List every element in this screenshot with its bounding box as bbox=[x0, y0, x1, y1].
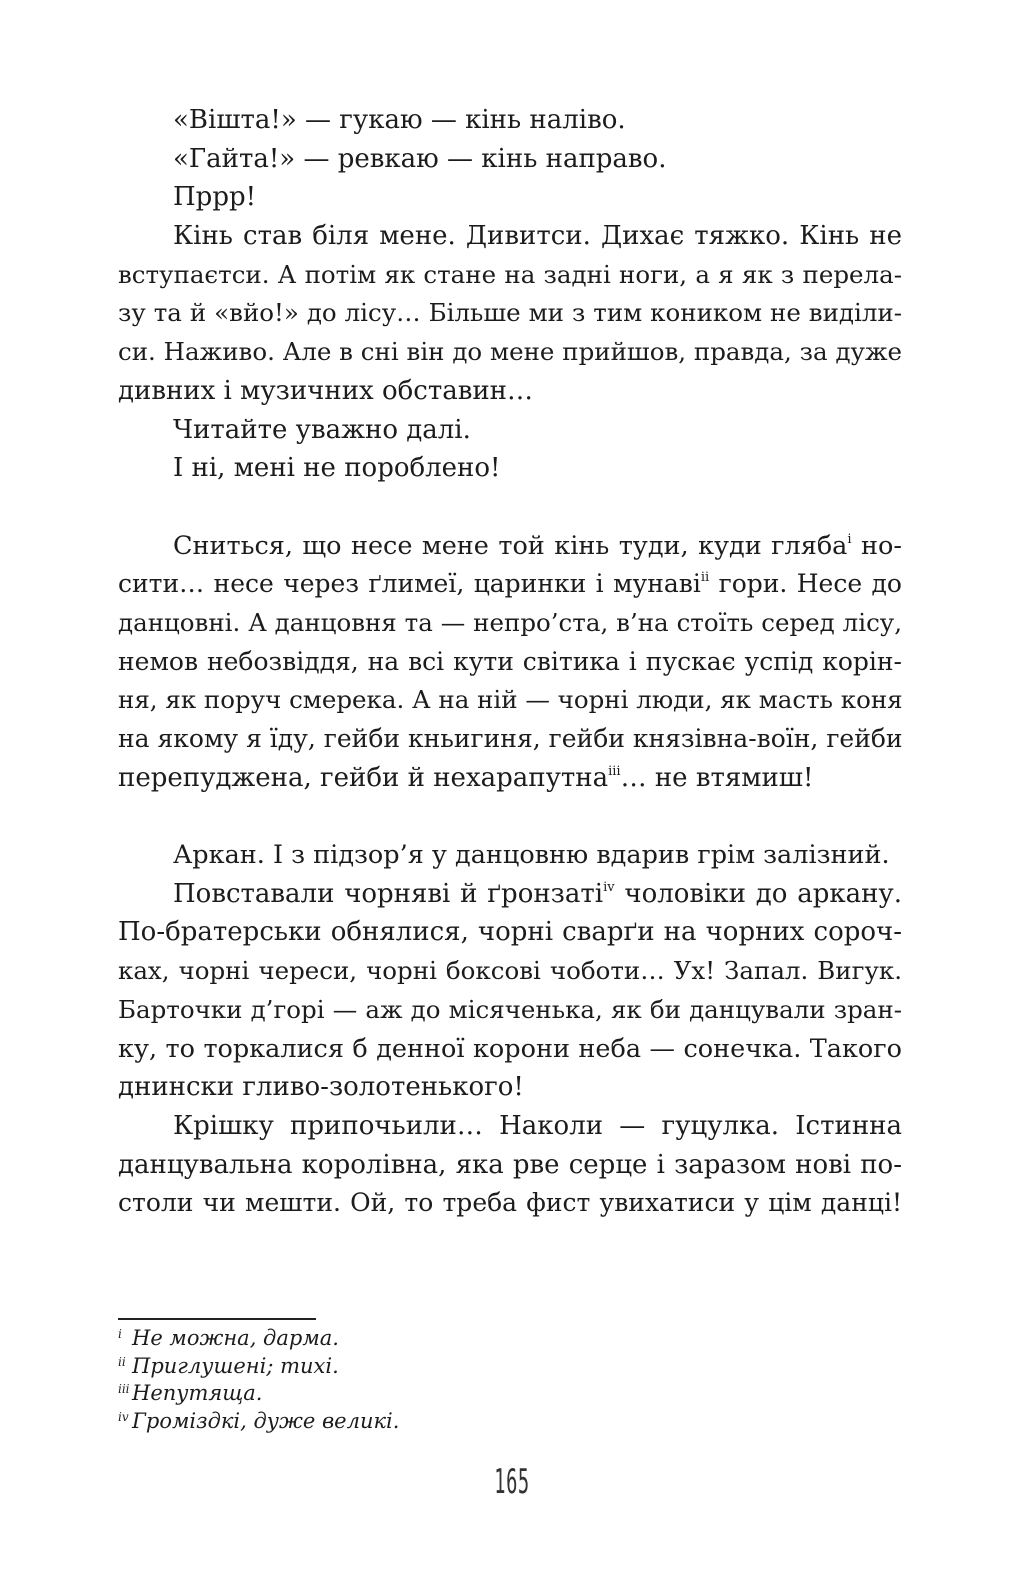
footnote-item: ii Приглушені; тихі. bbox=[118, 1353, 339, 1378]
text-line bbox=[118, 759, 902, 798]
text-line: Кінь став біля мене. Дивитси. Дихає тяжко. Кінь не bbox=[173, 221, 902, 252]
footnote-ref[interactable]: iii bbox=[608, 763, 621, 779]
text-line bbox=[118, 527, 902, 566]
footnote-text: Приглушені; тихі. bbox=[132, 1353, 339, 1378]
text-segment: Сниться, що несе мене той кінь туди, куди гляба bbox=[173, 530, 848, 561]
main-text bbox=[118, 101, 902, 1223]
text-segment: гори. Несе до bbox=[709, 569, 902, 599]
text-line: ня, як поруч смерека. А на ній — чорні люди, як масть коня bbox=[118, 685, 903, 715]
footnote-item: iv Громіздкі, дуже великі. bbox=[118, 1408, 400, 1433]
text-line: ку, то торкалися б денної корони неба — сонечка. Такого bbox=[118, 1033, 902, 1064]
page-number: 165 bbox=[494, 1462, 530, 1502]
text-segment: чоловіки до аркану. bbox=[614, 878, 902, 909]
text-line: «Вішта!» — гукаю — кінь наліво. bbox=[173, 105, 626, 135]
footnote-text: Непутяща. bbox=[132, 1381, 263, 1405]
text-line: зу та й «вйо!» до лісу… Більше ми з тим коником не виділи- bbox=[118, 298, 902, 328]
section-break bbox=[118, 488, 902, 527]
footnote-ref[interactable]: ii bbox=[700, 570, 710, 586]
text-line: Крішку припочьили… Наколи — гуцулка. Істинна bbox=[173, 1110, 902, 1141]
text-line: ках, чорні череси, чорні боксові чоботи… Ух! Запал. Вигук. bbox=[118, 956, 902, 986]
text-line: Аркан. І з підзор’я у данцовню вдарив грім залізний. bbox=[173, 840, 890, 871]
text-line: Пррр! bbox=[173, 182, 257, 213]
text-segment: сити… несе через ґлимеї, царинки і мунаві bbox=[118, 569, 701, 599]
text-line: І ні, мені не пороблено! bbox=[173, 453, 501, 484]
text-line bbox=[118, 565, 902, 604]
text-segment: перепуджена, гейби й нехарапутна bbox=[118, 762, 609, 793]
text-line: на якому я їду, гейби кньигиня, гейби князівна-воїн, гейби bbox=[118, 724, 903, 753]
text-line: Читайте уважно далі. bbox=[173, 414, 471, 445]
text-line: немов небозвіддя, на всі кути світика і пускає успід корін- bbox=[118, 646, 902, 676]
section-break bbox=[118, 797, 902, 836]
footnotes bbox=[118, 1325, 818, 1435]
footnote-ref[interactable]: i bbox=[847, 531, 852, 547]
text-line: днински гливо-золотенького! bbox=[118, 1072, 524, 1103]
text-segment: Повставали чорняві й ґронзаті bbox=[173, 878, 604, 909]
footnote-text: Громіздкі, дуже великі. bbox=[132, 1408, 400, 1433]
footnote-item: iii Непутяща. bbox=[118, 1381, 263, 1405]
text-line: столи чи мешти. Ой, то треба фист увихатиси у цім данці! bbox=[118, 1188, 902, 1218]
text-segment: но- bbox=[851, 530, 902, 561]
footnote-ref[interactable]: iv bbox=[603, 879, 615, 895]
text-line: си. Наживо. Але в сні він до мене прийшов, правда, за дуже bbox=[118, 337, 902, 367]
footnote-item: i Не можна, дарма. bbox=[118, 1326, 339, 1350]
text-line bbox=[118, 875, 902, 914]
text-line: данцовні. А данцовня та — непро’ста, в’на стоїть серед лісу, bbox=[118, 607, 902, 637]
text-line: вступаєтси. А потім як стане на задні ноги, а я як з перела- bbox=[118, 259, 902, 289]
text-line: дивних і музичних обставин… bbox=[118, 375, 533, 406]
text-line: «Гайта!» — ревкаю — кінь направо. bbox=[173, 143, 667, 174]
footnote-divider bbox=[118, 1318, 316, 1320]
text-line: Барточки д’горі — аж до місяченька, як би данцували зран- bbox=[118, 994, 902, 1024]
text-line: данцувальна королівна, яка рве серце і заразом нові по- bbox=[118, 1149, 902, 1180]
footnote-text: Не можна, дарма. bbox=[132, 1326, 339, 1350]
text-segment: … не втямиш! bbox=[620, 762, 814, 793]
text-line: По-братерськи обнялися, чорні сварґи на чорних сороч- bbox=[118, 917, 902, 948]
